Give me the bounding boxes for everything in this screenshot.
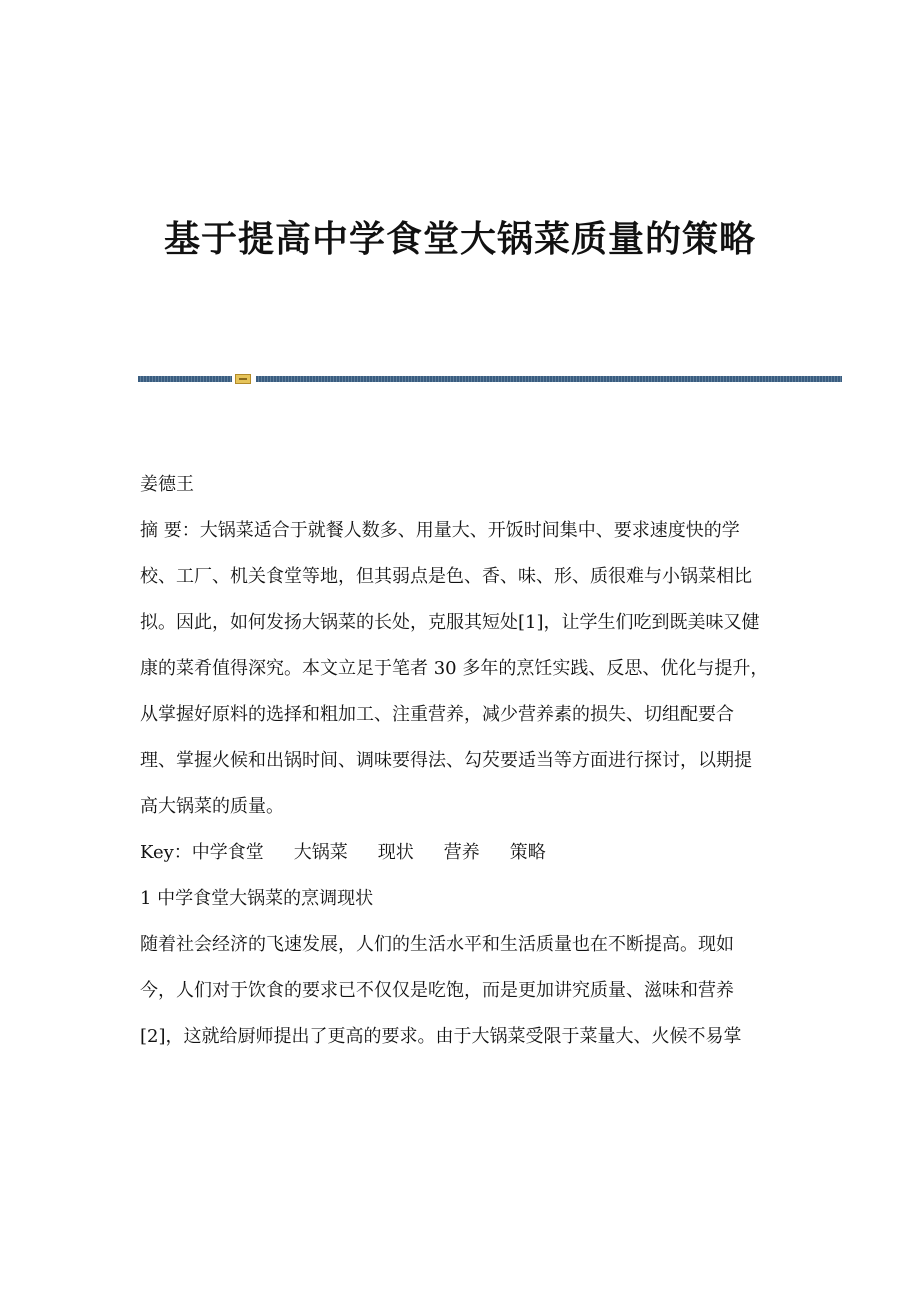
abstract bbox=[140, 514, 782, 824]
keyword: 大锅菜 bbox=[293, 842, 348, 863]
abstract-line: 摘 要：大锅菜适合于就餐人数多、用量大、开饭时间集中、要求速度快的学 bbox=[140, 520, 740, 541]
divider-bar-right bbox=[256, 376, 842, 382]
keyword: 现状 bbox=[377, 842, 414, 863]
abstract-line: 拟。因此，如何发扬大锅菜的长处，克服其短处[1]，让学生们吃到既美味又健 bbox=[140, 612, 760, 633]
abstract-line: 校、工厂、机关食堂等地，但其弱点是色、香、味、形、质很难与小锅菜相比 bbox=[140, 566, 752, 587]
author: 姜德王 bbox=[140, 474, 194, 495]
keyword: 营养 bbox=[443, 842, 480, 863]
keyword: 中学食堂 bbox=[191, 842, 264, 863]
body-line: [2]，这就给厨师提出了更高的要求。由于大锅菜受限于菜量大、火候不易掌 bbox=[140, 1026, 742, 1047]
abstract-line: 从掌握好原料的选择和粗加工、注重营养，减少营养素的损失、切组配要合 bbox=[140, 704, 734, 725]
paper-title: 基于提高中学食堂大锅菜质量的策略 bbox=[163, 219, 756, 260]
keyword: 策略 bbox=[509, 842, 546, 863]
abstract-line: 高大锅菜的质量。 bbox=[140, 796, 284, 817]
keywords-label: Key： bbox=[140, 842, 192, 863]
abstract-line: 康的菜肴值得深究。本文立足于笔者 30 多年的烹饪实践、反思、优化与提升， bbox=[140, 658, 769, 679]
abstract-line: 理、掌握火候和出锅时间、调味要得法、勾芡要适当等方面进行探讨，以期提 bbox=[140, 750, 752, 771]
body-line: 今，人们对于饮食的要求已不仅仅是吃饱，而是更加讲究质量、滋味和营养 bbox=[140, 980, 734, 1001]
section-heading: 1 中学食堂大锅菜的烹调现状 bbox=[140, 888, 374, 909]
body-line: 随着社会经济的飞速发展，人们的生活水平和生活质量也在不断提高。现如 bbox=[140, 934, 734, 955]
section-body bbox=[140, 928, 782, 1054]
keywords bbox=[140, 836, 782, 870]
divider-bar-left bbox=[138, 376, 232, 382]
paper-body bbox=[140, 468, 782, 1054]
title-divider bbox=[138, 374, 842, 384]
divider-ornament-icon bbox=[235, 374, 251, 384]
